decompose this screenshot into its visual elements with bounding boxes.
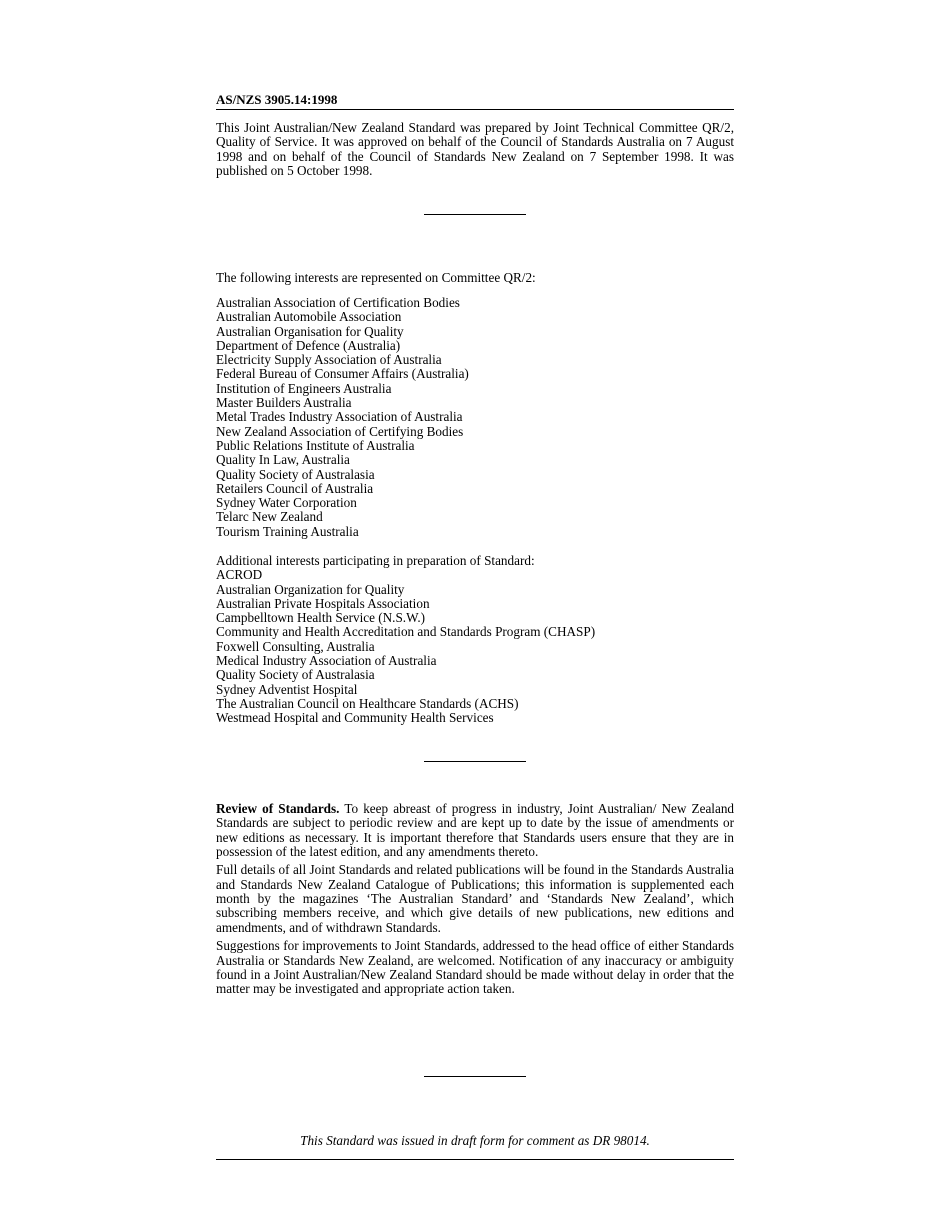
list-item: Quality In Law, Australia — [216, 452, 350, 468]
list-item: Telarc New Zealand — [216, 509, 323, 525]
list-item: Australian Association of Certification Bodies — [216, 295, 460, 310]
list-item: Westmead Hospital and Community Health Services — [216, 710, 494, 726]
list-item: Medical Industry Association of Australia — [216, 653, 437, 669]
review-paragraph-1 — [216, 802, 734, 859]
list-item: Metal Trades Industry Association of Australia — [216, 409, 463, 425]
list-item: Sydney Water Corporation — [216, 495, 357, 511]
additional-interests-list — [216, 554, 734, 726]
review-heading: Review of Standards. — [216, 801, 340, 816]
list-item: Australian Private Hospitals Association — [216, 595, 430, 611]
list-item: Retailers Council of Australia — [216, 480, 374, 496]
list-item: Foxwell Consulting, Australia — [216, 638, 375, 654]
list-item: ACROD — [216, 567, 263, 583]
list-item: Campbelltown Health Service (N.S.W.) — [216, 610, 426, 626]
list-item: Sydney Adventist Hospital — [216, 681, 358, 697]
list-item: Institution of Engineers Australia — [216, 380, 392, 396]
section-divider — [424, 214, 526, 215]
list-item: Community and Health Accreditation and Standards Program (CHASP) — [216, 624, 596, 640]
committee-member-list — [216, 296, 734, 539]
list-item: Tourism Training Australia — [216, 523, 359, 539]
standard-number-header: AS/NZS 3905.14:1998 — [216, 92, 734, 110]
additional-interests-intro: Additional interests participating in preparation of Standard: — [216, 553, 535, 568]
list-item: Australian Organization for Quality — [216, 581, 405, 597]
list-item: Department of Defence (Australia) — [216, 337, 401, 353]
list-item: Public Relations Institute of Australia — [216, 437, 415, 453]
list-item: Master Builders Australia — [216, 395, 352, 411]
list-item: New Zealand Association of Certifying Bodies — [216, 423, 464, 439]
review-paragraph-3: Suggestions for improvements to Joint Standards, addressed to the head office of either Standards Australia or Standards New Zealand, are welcomed. Notification of any inaccuracy or ambiguity found in a Joint Australian/New Zealand Standard should be made without delay in order that the matter may be investigated and appropriate action taken. — [216, 938, 734, 997]
review-of-standards-section — [216, 802, 734, 1001]
list-item: Electricity Supply Association of Australia — [216, 352, 442, 368]
section-divider — [424, 761, 526, 762]
list-item: The Australian Council on Healthcare Standards (ACHS) — [216, 695, 519, 711]
committee-intro: The following interests are represented on Committee QR/2: — [216, 270, 536, 285]
draft-note: This Standard was issued in draft form for comment as DR 98014. — [300, 1133, 650, 1148]
list-item: Australian Organisation for Quality — [216, 323, 404, 339]
list-item: Australian Automobile Association — [216, 309, 402, 325]
footer-rule — [216, 1159, 734, 1160]
list-item: Quality Society of Australasia — [216, 466, 375, 482]
section-divider — [424, 1076, 526, 1077]
list-item: Quality Society of Australasia — [216, 667, 375, 683]
review-paragraph-1-text: To keep abreast of progress in industry, Joint Australian/ New Zealand Standards are subject to periodic review and are kept up to date by the issue of amendments or new editions as necessary. It is important therefore that Standards users ensure that they are in possession of the latest edition, and any amendments thereto. — [216, 801, 735, 859]
list-item: Federal Bureau of Consumer Affairs (Australia) — [216, 366, 469, 382]
review-paragraph-2: Full details of all Joint Standards and related publications will be found in the Standards Australia and Standards New Zealand Catalogue of Publications; this information is supplemented each month by the magazines ‘The Australian Standard’ and ‘Standards New Zealand’, which subscribing members receive, and which give details of new publications, new editions and amendments, and of withdrawn Standards. — [216, 862, 734, 935]
approval-paragraph: This Joint Australian/New Zealand Standard was prepared by Joint Technical Committee QR/2, Quality of Service. It was approved on behalf of the Council of Standards Australia on 7 August 1998 and on behalf of the Council of Standards New Zealand on 7 September 1998. It was published on 5 October 1998. — [216, 120, 734, 178]
